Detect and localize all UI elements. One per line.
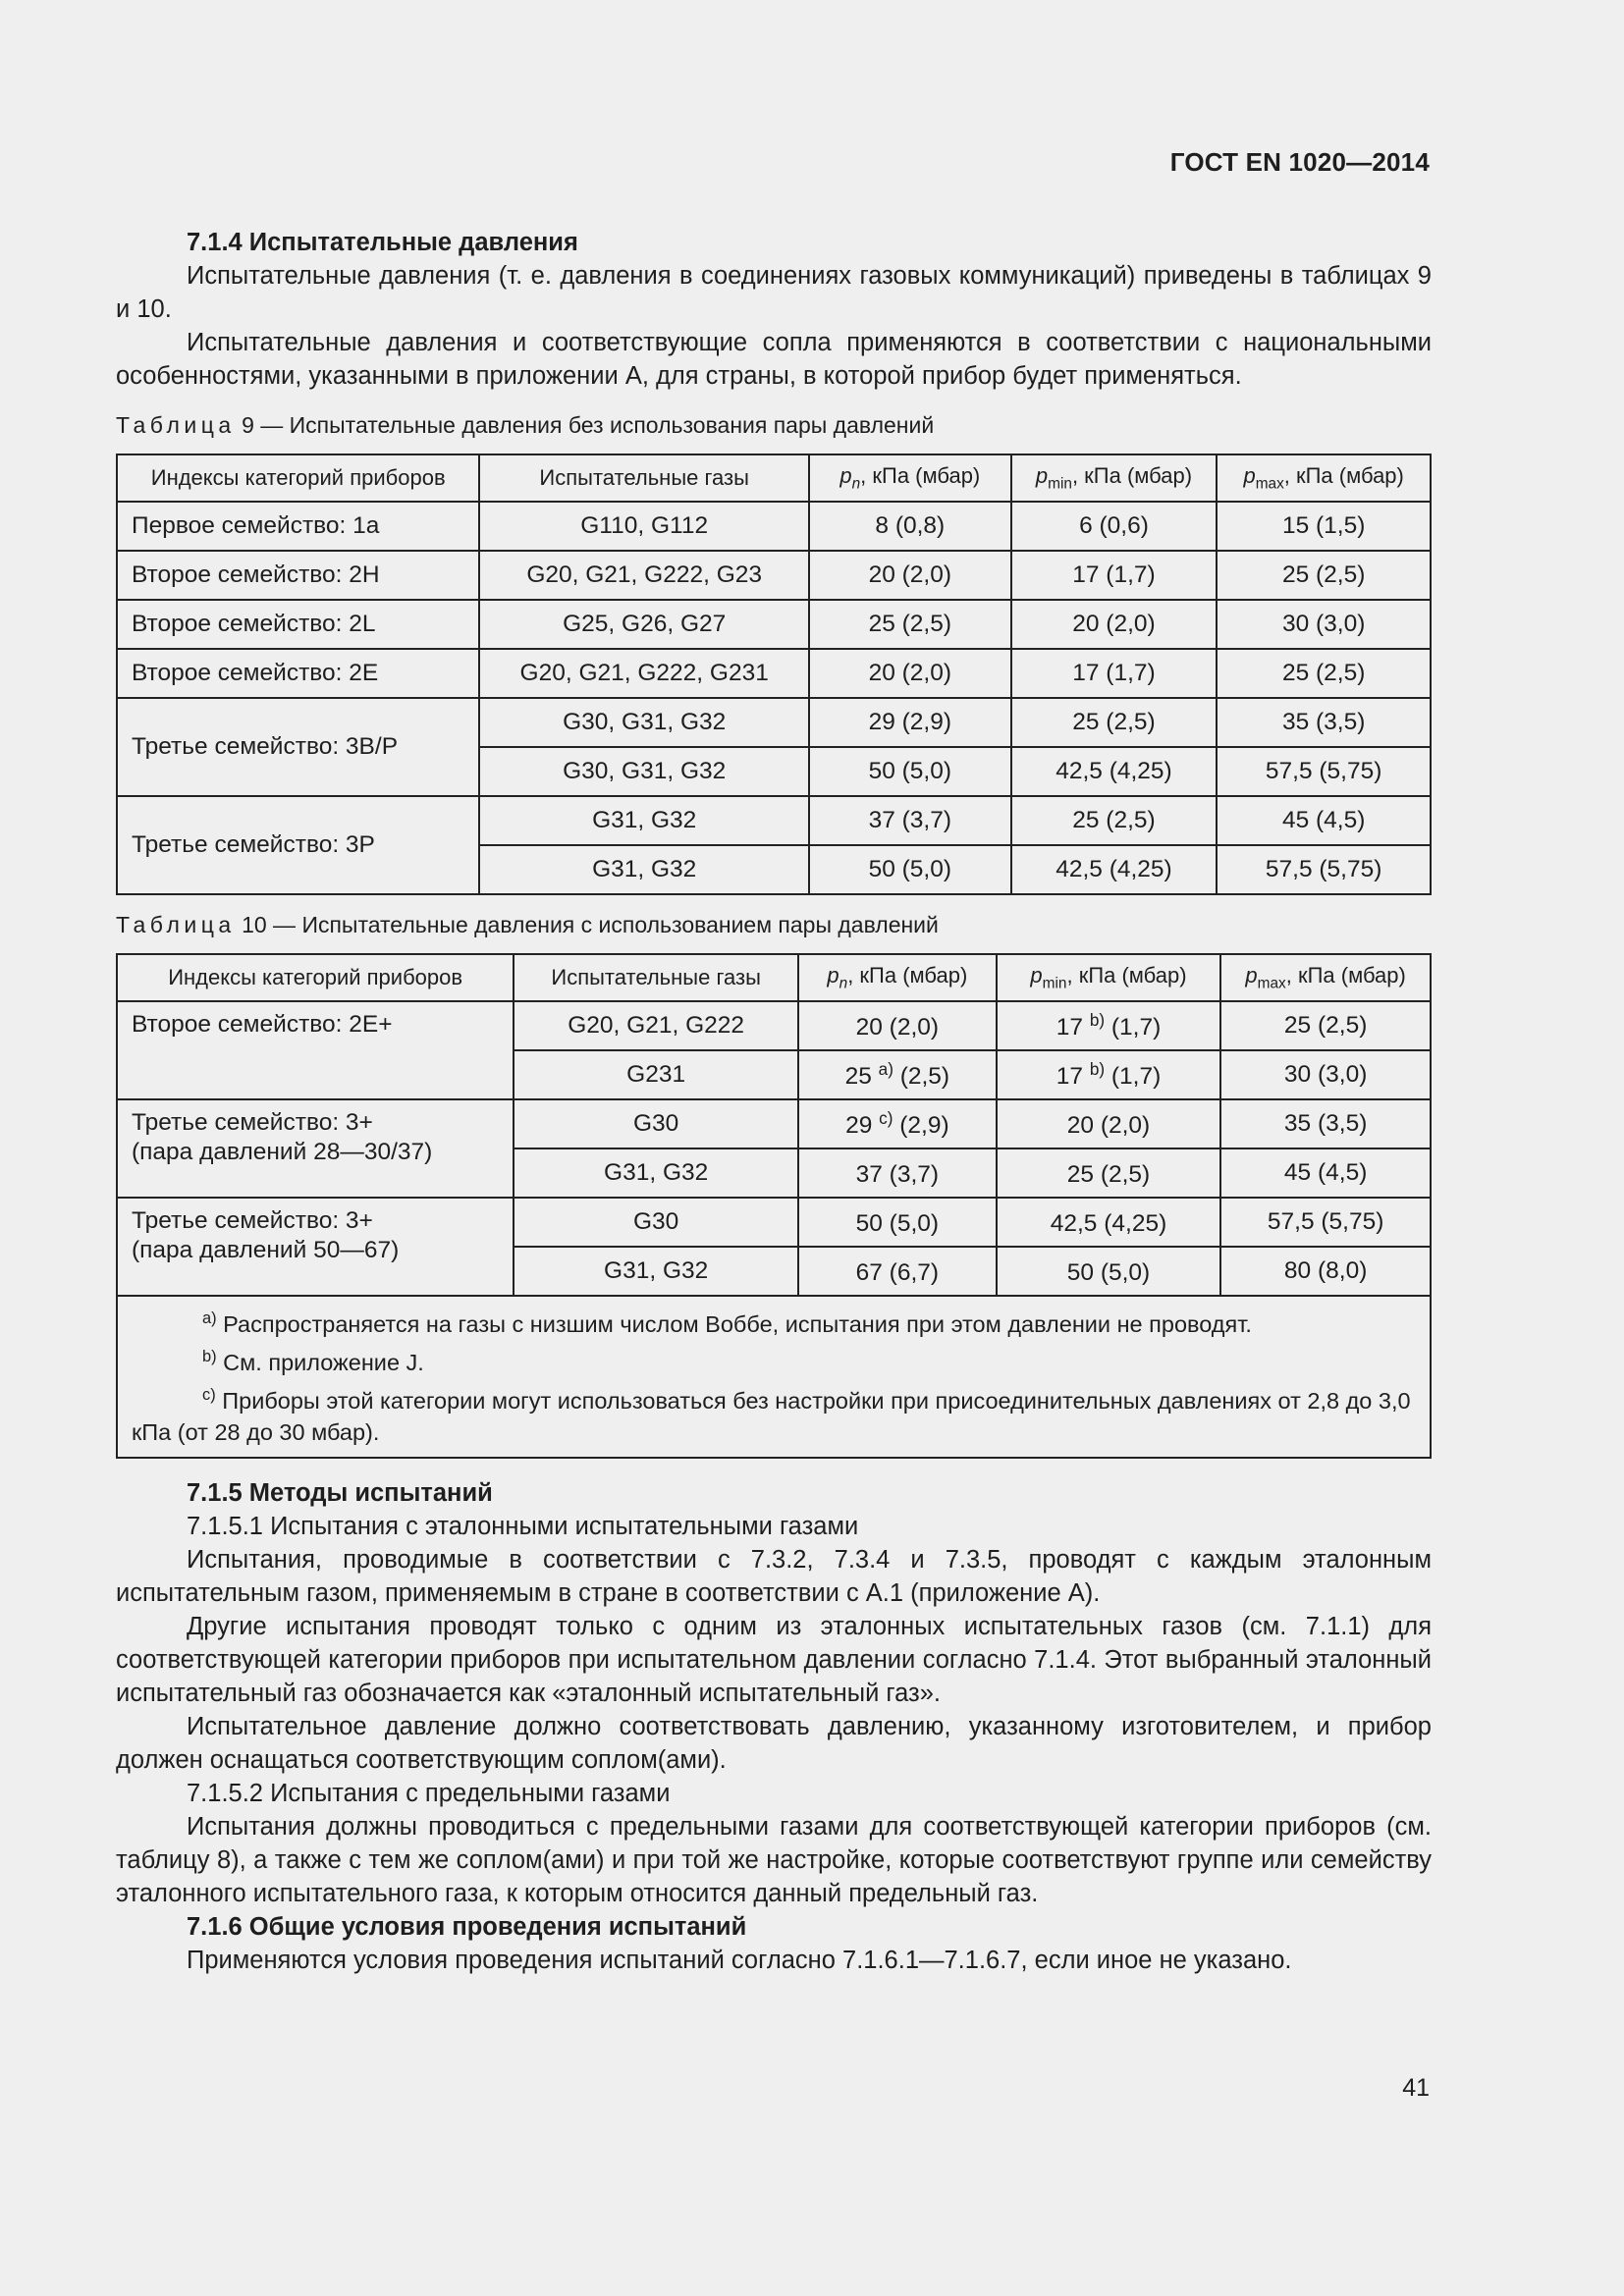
paragraph: Другие испытания проводят только с одним из эталонных испытательных газов (см. 7.1.1) для соответствующей категории приборов при испытательном давлении согласно 7.1.4. Этот выбранный эталонный испытательный газ обозначается как «эталонный испытательный газ». [116, 1613, 1432, 1707]
cell-gases: G31, G32 [479, 796, 809, 845]
table-row [117, 649, 1431, 698]
cell-pmax: 35 (3,5) [1220, 1099, 1431, 1148]
header-pmax: $p_{max}$, кПа (мбар) [1217, 454, 1431, 502]
cell-pn: 50 (5,0) [809, 845, 1011, 894]
section-heading: 7.1.5 Методы испытаний [187, 1479, 493, 1507]
cell-category: Второе семейство: 2H [117, 551, 479, 600]
paragraph: Испытания, проводимые в соответствии с 7.3.2, 7.3.4 и 7.3.5, проводят с каждым эталонным испытательным газом, применяемым в стране в соответствии с А.1 (приложение А). [116, 1546, 1432, 1607]
cell-pmin: 50 (5,0) [997, 1247, 1221, 1296]
subsection-heading: 7.1.5.2 Испытания с предельными газами [187, 1780, 671, 1807]
cell-pmax: 25 (2,5) [1217, 551, 1431, 600]
table-row [117, 502, 1431, 551]
cell-pmax: 25 (2,5) [1217, 649, 1431, 698]
table-10 [116, 953, 1432, 1459]
table-9-caption [116, 412, 934, 439]
cell-pn: 25 (2,5) [809, 600, 1011, 649]
cell-pmax: 15 (1,5) [1217, 502, 1431, 551]
cell-pmax: 80 (8,0) [1220, 1247, 1431, 1296]
paragraph: Испытательные давления (т. е. давления в соединениях газовых коммуникаций) приведены в таблицах 9 и 10. [116, 262, 1432, 323]
table-notes-row [117, 1296, 1431, 1458]
cell-pmin: 42,5 (4,25) [1011, 845, 1218, 894]
cell-pn: 29 (2,9) [809, 698, 1011, 747]
cell-gases: G30 [514, 1198, 798, 1247]
header-gases: Испытательные газы [479, 454, 809, 502]
footnote: $^{c)}$ Приборы этой категории могут использоваться без настройки при присоединительных давлениях от 2,8 до 3,0 кПа (от 28 до 30 мбар). [132, 1385, 1411, 1446]
section-heading: 7.1.4 Испытательные давления [187, 229, 578, 256]
paragraph: Испытательные давления и соответствующие сопла применяются в соответствии с национальными особенностями, указанными в приложении А, для страны, в которой прибор будет применяться. [116, 329, 1432, 390]
caption-text: 10 — Испытательные давления с использованием пары давлений [235, 912, 939, 937]
header-pmax: $p_{max}$, кПа (мбар) [1220, 954, 1431, 1001]
table-9 [116, 454, 1432, 895]
cell-pmax: 30 (3,0) [1217, 600, 1431, 649]
cell-gases: G20, G21, G222, G231 [479, 649, 809, 698]
table-header-row [117, 454, 1431, 502]
table-row [117, 600, 1431, 649]
cell-pmax: 57,5 (5,75) [1217, 747, 1431, 796]
header-gases: Испытательные газы [514, 954, 798, 1001]
cell-pmin: 25 (2,5) [1011, 796, 1218, 845]
caption-text: 9 — Испытательные давления без использования пары давлений [235, 412, 935, 438]
cell-pn: 67 (6,7) [798, 1247, 997, 1296]
cell-category: Третье семейство: 3+ (пара давлений 50—67) [117, 1198, 514, 1296]
cell-pn: 20 (2,0) [798, 1001, 997, 1050]
cell-pmin: 17 $^{b)}$ (1,7) [997, 1050, 1221, 1099]
cell-pmin: 17 (1,7) [1011, 649, 1218, 698]
cell-pn: 37 (3,7) [809, 796, 1011, 845]
cell-pn: 29 $^{c)}$ (2,9) [798, 1099, 997, 1148]
cell-pn: 37 (3,7) [798, 1148, 997, 1198]
cell-gases: G20, G21, G222, G23 [479, 551, 809, 600]
cell-pmax: 45 (4,5) [1220, 1148, 1431, 1198]
cell-pn: 25 $^{a)}$ (2,5) [798, 1050, 997, 1099]
cell-category: Третье семейство: 3Р [117, 796, 479, 894]
cell-pmin: 42,5 (4,25) [1011, 747, 1218, 796]
cell-pmin: 25 (2,5) [1011, 698, 1218, 747]
subsection-heading: 7.1.5.1 Испытания с эталонными испытательными газами [187, 1513, 859, 1540]
header-pn: $p_n$, кПа (мбар) [809, 454, 1011, 502]
header-pn: $p_n$, кПа (мбар) [798, 954, 997, 1001]
caption-lead: Таблица [116, 412, 236, 438]
paragraph: Испытания должны проводиться с предельными газами для соответствующей категории приборов (см. таблицу 8), а также с тем же соплом(ами) и при той же настройке, которые соответствуют группе или семейству эталонного испытательного газа, к которым относится данный предельный газ. [116, 1813, 1432, 1907]
cell-pmin: 6 (0,6) [1011, 502, 1218, 551]
cell-pn: 50 (5,0) [809, 747, 1011, 796]
cell-pn: 50 (5,0) [798, 1198, 997, 1247]
cell-category: Первое семейство: 1а [117, 502, 479, 551]
table-row [117, 796, 1431, 845]
cell-pmin: 20 (2,0) [1011, 600, 1218, 649]
header-category: Индексы категорий приборов [117, 954, 514, 1001]
header-pmin: $p_{min}$, кПа (мбар) [1011, 454, 1218, 502]
footnote: $^{b)}$ См. приложение J. [202, 1347, 424, 1375]
footnote: $^{a)}$ Распространяется на газы с низшим числом Воббе, испытания при этом давлении не проводят. [202, 1309, 1252, 1337]
cell-category: Второе семейство: 2E [117, 649, 479, 698]
document-header: ГОСТ EN 1020—2014 [1169, 147, 1430, 177]
section-heading: 7.1.6 Общие условия проведения испытаний [187, 1913, 747, 1941]
cell-gases: G30, G31, G32 [479, 698, 809, 747]
cell-category: Второе семейство: 2L [117, 600, 479, 649]
section-7-1-5 [116, 1476, 1432, 1977]
cell-gases: G30, G31, G32 [479, 747, 809, 796]
cell-pn: 20 (2,0) [809, 649, 1011, 698]
cell-pmax: 57,5 (5,75) [1217, 845, 1431, 894]
paragraph: Испытательное давление должно соответствовать давлению, указанному изготовителем, и прибор должен оснащаться соответствующим соплом(ами). [116, 1713, 1432, 1774]
cell-gases: G31, G32 [514, 1148, 798, 1198]
page-number: 41 [1402, 2074, 1430, 2102]
section-7-1-4 [116, 226, 1432, 393]
table-header-row [117, 954, 1431, 1001]
table-row [117, 1099, 1431, 1148]
cell-category: Второе семейство: 2Е+ [117, 1001, 514, 1099]
cell-gases: G31, G32 [479, 845, 809, 894]
cell-pmax: 35 (3,5) [1217, 698, 1431, 747]
table-row [117, 1198, 1431, 1247]
table-notes [117, 1296, 1431, 1458]
cell-pmax: 45 (4,5) [1217, 796, 1431, 845]
cell-gases: G231 [514, 1050, 798, 1099]
cell-pmin: 42,5 (4,25) [997, 1198, 1221, 1247]
table-row [117, 551, 1431, 600]
cell-pmax: 25 (2,5) [1220, 1001, 1431, 1050]
cell-pn: 20 (2,0) [809, 551, 1011, 600]
cell-gases: G31, G32 [514, 1247, 798, 1296]
cell-pmin: 17 $^{b)}$ (1,7) [997, 1001, 1221, 1050]
cell-gases: G30 [514, 1099, 798, 1148]
paragraph: Применяются условия проведения испытаний согласно 7.1.6.1—7.1.6.7, если иное не указано. [187, 1947, 1292, 1974]
cell-gases: G25, G26, G27 [479, 600, 809, 649]
table-10-caption [116, 912, 939, 938]
cell-category: Третье семейство: 3В/Р [117, 698, 479, 796]
cell-gases: G20, G21, G222 [514, 1001, 798, 1050]
cell-pmax: 57,5 (5,75) [1220, 1198, 1431, 1247]
cell-pmin: 20 (2,0) [997, 1099, 1221, 1148]
caption-lead: Таблица [116, 912, 236, 937]
cell-pmin: 17 (1,7) [1011, 551, 1218, 600]
cell-pmax: 30 (3,0) [1220, 1050, 1431, 1099]
table-row [117, 698, 1431, 747]
table-row [117, 1001, 1431, 1050]
cell-pn: 8 (0,8) [809, 502, 1011, 551]
cell-gases: G110, G112 [479, 502, 809, 551]
cell-pmin: 25 (2,5) [997, 1148, 1221, 1198]
cell-category: Третье семейство: 3+ (пара давлений 28—30/37) [117, 1099, 514, 1198]
header-category: Индексы категорий приборов [117, 454, 479, 502]
header-pmin: $p_{min}$, кПа (мбар) [997, 954, 1221, 1001]
